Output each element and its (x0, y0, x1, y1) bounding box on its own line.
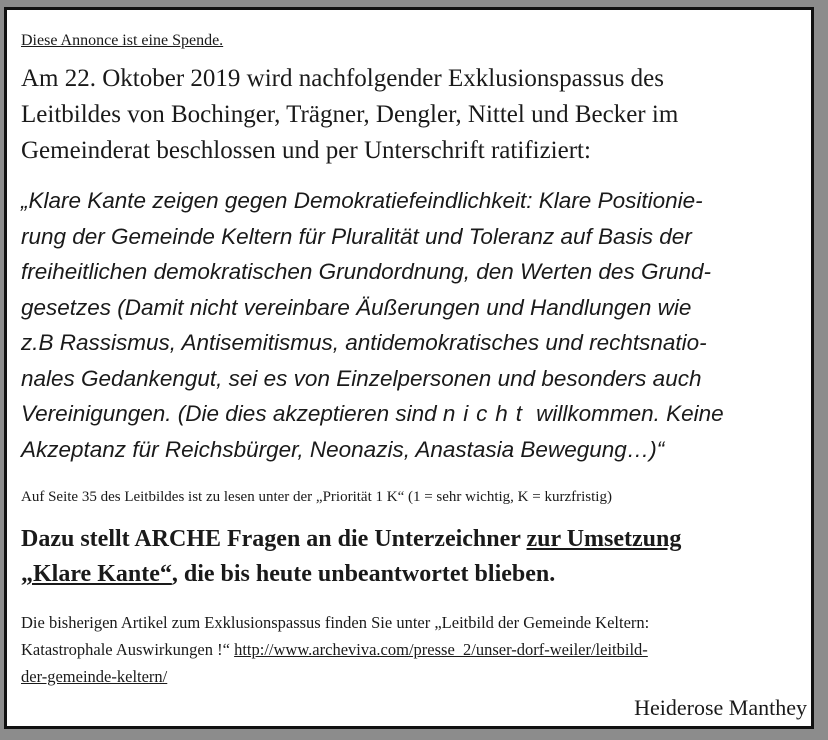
quote-line: rung der Gemeinde Keltern für Pluralität und Toleranz auf Basis der (21, 223, 692, 249)
articles-line: Die bisherigen Artikel zum Exklusionspassus finden Sie unter „Leitbild der Gemeinde Keltern: (21, 613, 650, 632)
advertisement-frame (4, 7, 814, 729)
articles-paragraph (21, 609, 811, 690)
quote-line: gesetzes (Damit nicht vereinbare Äußerungen und Handlungen wie (21, 294, 692, 320)
quote-line (21, 396, 811, 432)
quote-text: willkommen. Keine (529, 401, 724, 426)
question-line (21, 522, 811, 557)
question-underlined-text: zur Umsetzung (526, 526, 682, 552)
intro-line: Am 22. Oktober 2019 wird nachfolgender Exklusionspassus des (21, 65, 664, 92)
question-text: Dazu stellt ARCHE Fragen an die Unterzeichner (21, 526, 527, 552)
intro-line: Leitbildes von Bochinger, Trägner, Dengler, Nittel und Becker im (21, 101, 679, 128)
arche-question-heading (21, 522, 811, 592)
intro-paragraph (21, 61, 801, 169)
quote-line: „Klare Kante zeigen gegen Demokratiefeindlichkeit: Klare Positionie- (21, 188, 703, 213)
quote-line: nales Gedankengut, sei es von Einzelpersonen und besonders auch (21, 365, 702, 391)
quote-emphasis-nicht: nicht (442, 401, 530, 426)
exclusion-passage-quote (21, 183, 811, 467)
question-text: , die bis heute unbeantwortet blieben. (171, 561, 556, 587)
leitbild-article-link[interactable]: http://www.archeviva.com/presse_2/unser-dorf-weiler/leitbild- (234, 640, 648, 659)
question-line (21, 557, 811, 592)
donation-notice: Diese Annonce ist eine Spende. (21, 32, 224, 49)
leitbild-article-link-continued[interactable]: der-gemeinde-keltern/ (21, 667, 168, 686)
articles-line (21, 663, 811, 690)
author-signature: Heiderose Manthey (634, 695, 807, 720)
question-underlined-text: „Klare Kante“ (21, 561, 172, 587)
quote-line: Akzeptanz für Reichsbürger, Neonazis, Anastasia Bewegung…)“ (21, 436, 665, 462)
source-note: Auf Seite 35 des Leitbildes ist zu lesen unter der „Priorität 1 K“ (1 = sehr wichtig, K = kurzfristig) (21, 489, 612, 505)
articles-text: Katastrophale Auswirkungen !“ (21, 640, 235, 659)
quote-line: z.B Rassismus, Antisemitismus, antidemokratisches und rechtsnatio- (21, 330, 707, 355)
quote-text: Vereinigungen. (Die dies akzeptieren sind (21, 401, 443, 426)
intro-line: Gemeinderat beschlossen und per Unterschrift ratifiziert: (21, 137, 591, 164)
quote-line: freiheitlichen demokratischen Grundordnung, den Werten des Grund- (21, 259, 711, 284)
articles-line (21, 636, 811, 663)
